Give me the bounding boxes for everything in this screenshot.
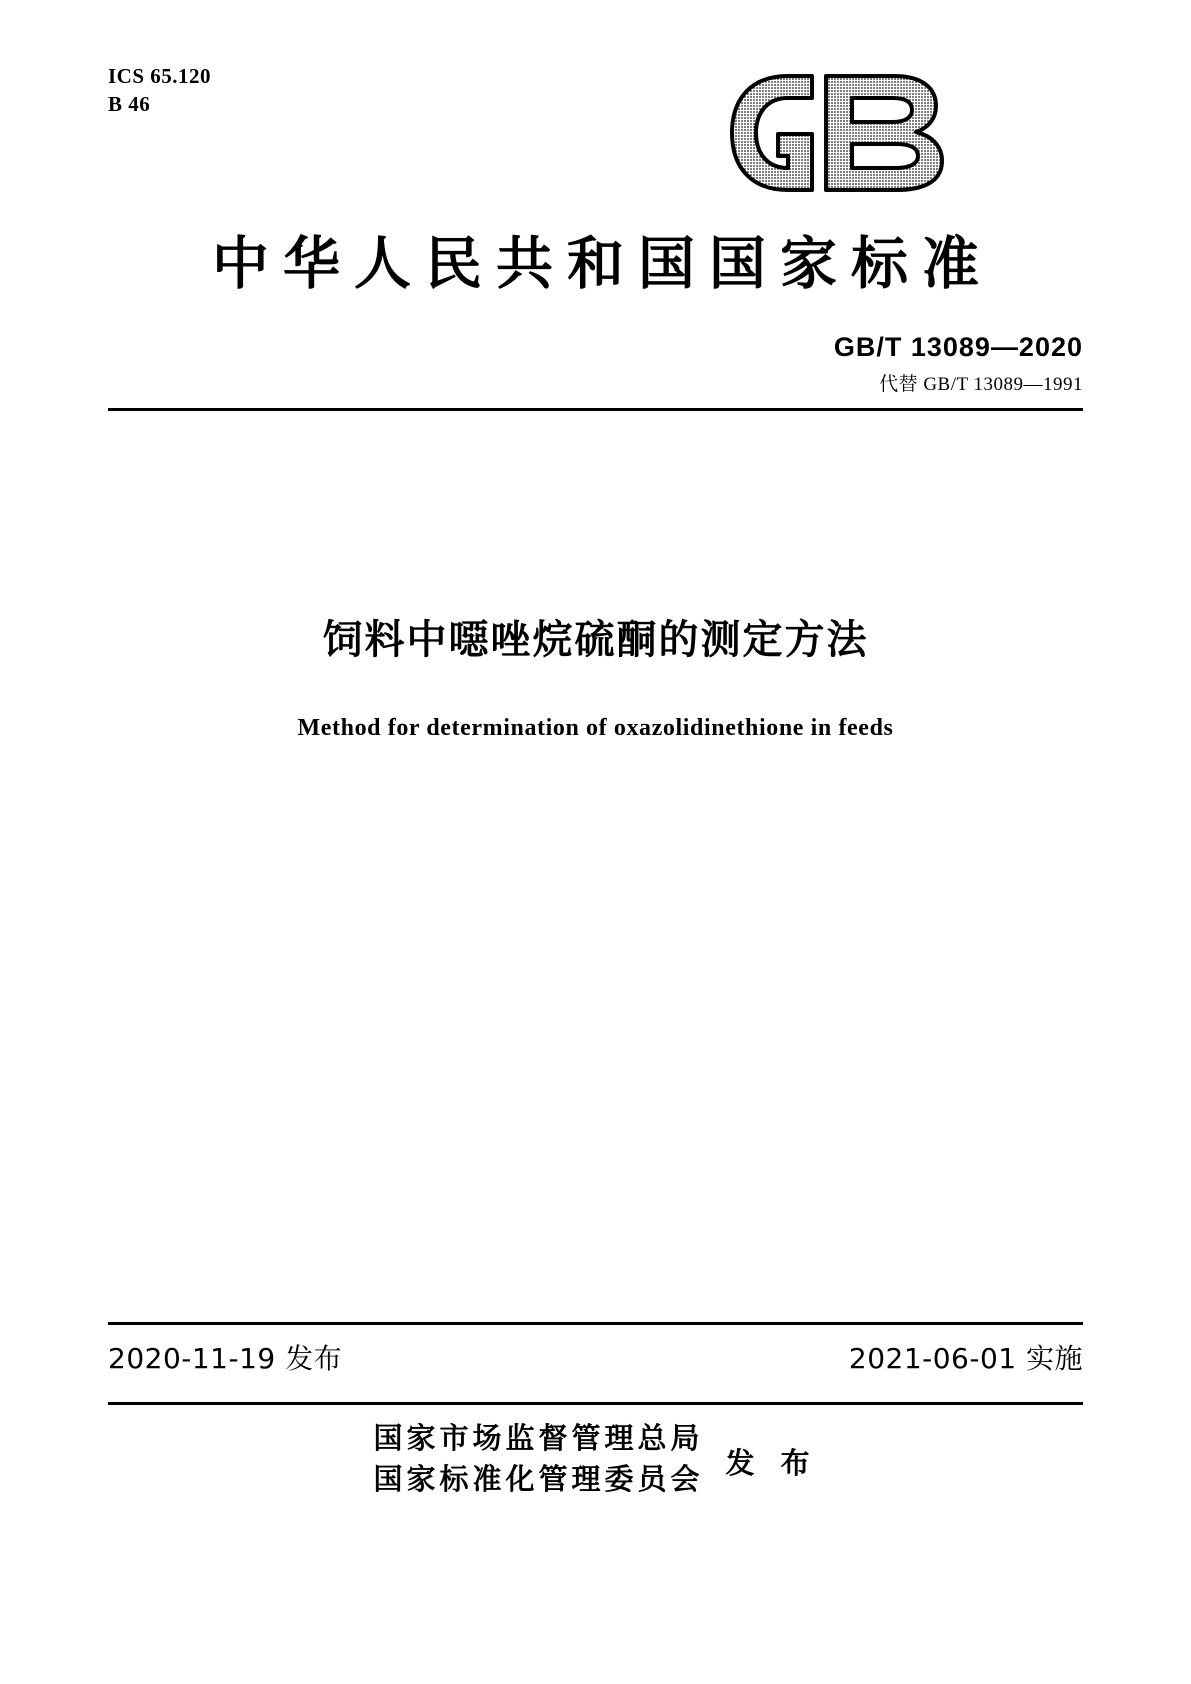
standard-replaces: 代替 GB/T 13089—1991 [879, 374, 1083, 395]
issue-date: 2020-11-19 发布 [108, 1342, 343, 1375]
publisher-line-2: 国家标准化管理委员会 [373, 1462, 704, 1497]
publisher-names [373, 1418, 703, 1500]
publisher-action: 发 布 [725, 1445, 818, 1480]
publisher-line-1: 国家市场监督管理总局 [373, 1421, 704, 1455]
gb-emblem-icon [726, 72, 962, 194]
ics-code: ICS 65.120 [108, 64, 212, 88]
page-title: 中华人民共和国国家标准 [212, 231, 993, 297]
publisher-block [0, 1418, 1191, 1500]
document-title-chinese: 饲料中噁唑烷硫酮的测定方法 [322, 617, 869, 663]
divider-middle [108, 1322, 1083, 1325]
divider-top [108, 408, 1083, 411]
standard-number-block [834, 332, 1083, 396]
standard-number: GB/T 13089—2020 [833, 332, 1083, 362]
classification-code: B 46 [108, 92, 151, 117]
implementation-date: 2021-06-01 实施 [848, 1342, 1083, 1375]
divider-bottom [108, 1402, 1083, 1405]
document-title-english: Method for determination of oxazolidinethione in feeds [297, 715, 894, 741]
ics-classification-block [108, 62, 211, 119]
